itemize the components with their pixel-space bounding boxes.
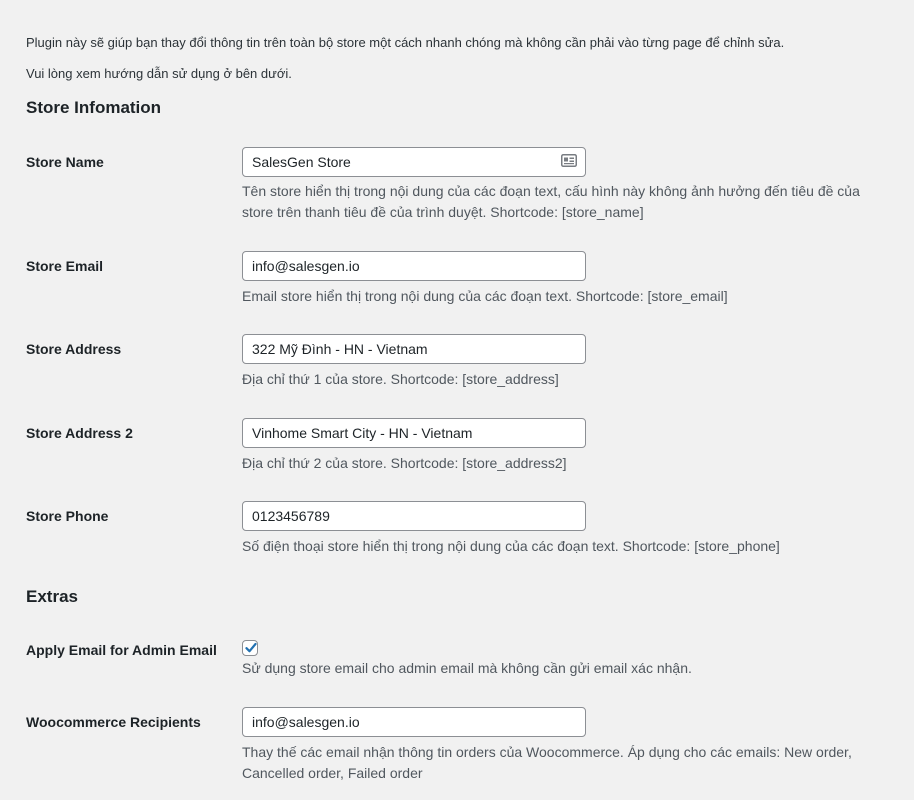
store-email-input[interactable] <box>242 251 586 281</box>
woocommerce-recipients-label: Woocommerce Recipients <box>26 714 201 730</box>
store-address-2-label: Store Address 2 <box>26 425 133 441</box>
apply-admin-email-description: Sử dụng store email cho admin email mà không cần gửi email xác nhận. <box>242 660 692 676</box>
apply-admin-email-label: Apply Email for Admin Email <box>26 642 217 658</box>
store-address-input[interactable] <box>242 334 586 364</box>
checkmark-icon <box>244 641 258 655</box>
woocommerce-recipients-input[interactable] <box>242 707 586 737</box>
store-phone-label: Store Phone <box>26 508 109 524</box>
store-address-description: Địa chỉ thứ 1 của store. Shortcode: [store_address] <box>242 371 559 387</box>
intro-text: Plugin này sẽ giúp bạn thay đổi thông tin trên toàn bộ store một cách nhanh chóng mà không cần phải vào từng page để chỉnh sửa. <box>26 35 785 50</box>
store-address-label: Store Address <box>26 341 122 357</box>
extras-heading: Extras <box>26 587 78 606</box>
store-name-description: Tên store hiển thị trong nội dung của các đoạn text, cấu hình này không ảnh hưởng đến tiêu đề của store trên thanh tiêu đề của trình duyệt. Shortcode: [store_name] <box>242 183 860 220</box>
store-name-input[interactable] <box>242 147 586 177</box>
store-name-label: Store Name <box>26 154 104 170</box>
store-address-2-description: Địa chỉ thứ 2 của store. Shortcode: [store_address2] <box>242 455 567 471</box>
store-address-2-input[interactable] <box>242 418 586 448</box>
apply-admin-email-checkbox[interactable] <box>242 640 258 656</box>
store-email-label: Store Email <box>26 258 104 274</box>
woocommerce-recipients-description: Thay thế các email nhận thông tin orders của Woocommerce. Áp dụng cho các emails: New order, Cancelled order, Failed order <box>242 744 852 781</box>
store-phone-description: Số điện thoại store hiển thị trong nội dung của các đoạn text. Shortcode: [store_phone] <box>242 538 780 554</box>
store-information-heading: Store Infomation <box>26 98 162 117</box>
store-phone-input[interactable] <box>242 501 586 531</box>
contact-card-icon[interactable] <box>561 154 577 167</box>
intro-guide-text: Vui lòng xem hướng dẫn sử dụng ở bên dưới. <box>26 66 292 81</box>
store-email-description: Email store hiển thị trong nội dung của các đoạn text. Shortcode: [store_email] <box>242 288 728 304</box>
